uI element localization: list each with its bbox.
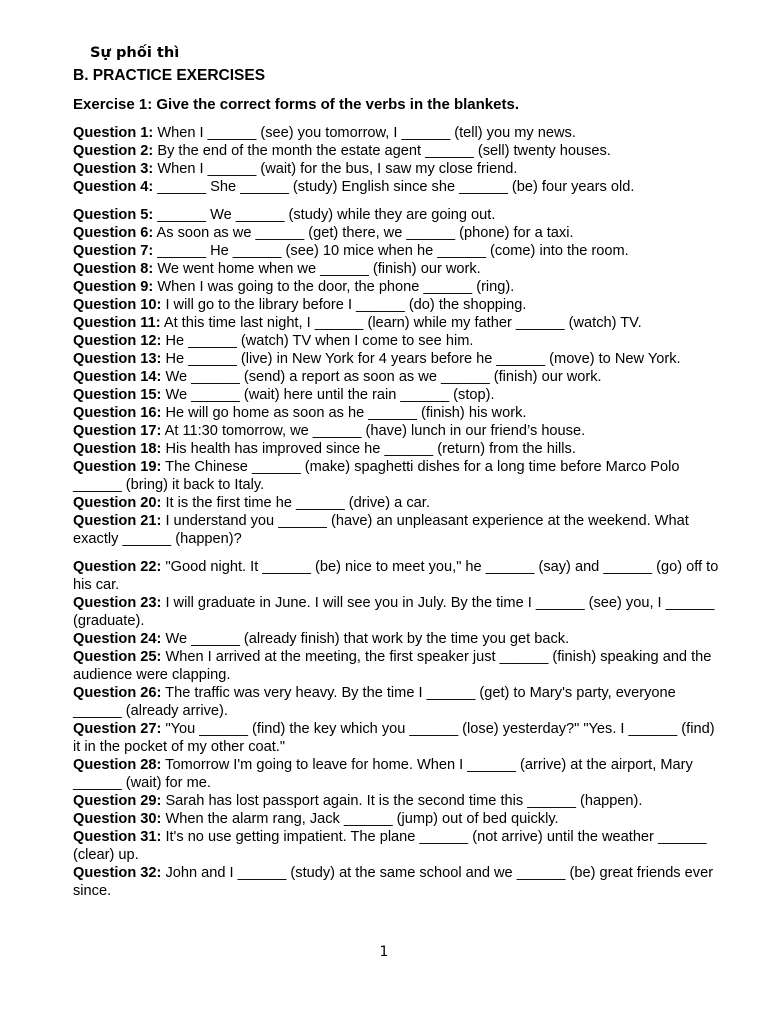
- question-item: [73, 684, 723, 720]
- question-label: Question 16:: [73, 405, 162, 421]
- question-item: [73, 178, 723, 196]
- question-text: As soon as we ______ (get) there, we ______ (phone) for a taxi.: [153, 225, 574, 241]
- question-label: Question 9:: [73, 279, 154, 295]
- question-text: When I ______ (wait) for the bus, I saw my close friend.: [153, 161, 518, 177]
- question-label: Question 6:: [73, 225, 154, 241]
- question-label: Question 17:: [73, 423, 162, 439]
- question-text: When the alarm rang, Jack ______ (jump) out of bed quickly.: [161, 811, 559, 827]
- question-item: [73, 440, 723, 458]
- question-text: "Good night. It ______ (be) nice to meet you," he ______ (say) and ______ (go) off to his car.: [73, 559, 719, 593]
- question-label: Question 14:: [73, 369, 162, 385]
- question-item: [73, 224, 723, 242]
- question-text: I will go to the library before I ______ (do) the shopping.: [161, 297, 527, 313]
- question-text: We ______ (already finish) that work by the time you get back.: [161, 631, 570, 647]
- question-label: Question 15:: [73, 387, 162, 403]
- question-label: Question 3:: [73, 161, 154, 177]
- question-item: [73, 792, 723, 810]
- question-item: [73, 142, 723, 160]
- question-item: [73, 828, 723, 864]
- question-item: [73, 594, 723, 630]
- page-number: 1: [379, 944, 389, 960]
- question-label: Question 31:: [73, 829, 162, 845]
- question-text: He ______ (watch) TV when I come to see him.: [161, 333, 474, 349]
- question-text: ______ She ______ (study) English since she ______ (be) four years old.: [153, 179, 635, 195]
- question-label: Question 27:: [73, 721, 162, 737]
- question-item: [73, 422, 723, 440]
- question-text: We went home when we ______ (finish) our work.: [153, 261, 481, 277]
- question-item: [73, 648, 723, 684]
- question-label: Question 11:: [73, 315, 161, 331]
- question-label: Question 18:: [73, 441, 162, 457]
- question-label: Question 24:: [73, 631, 162, 647]
- question-text: We ______ (wait) here until the rain ______ (stop).: [161, 387, 495, 403]
- question-item: [73, 332, 723, 350]
- question-text: Tomorrow I'm going to leave for home. When I ______ (arrive) at the airport, Mary ______ (wait) for me.: [73, 757, 693, 791]
- question-item: [73, 314, 723, 332]
- paragraph-gap: [73, 196, 723, 206]
- question-text: I will graduate in June. I will see you in July. By the time I ______ (see) you, I ______ (graduate).: [73, 595, 715, 629]
- question-label: Question 19:: [73, 459, 162, 475]
- question-text: The Chinese ______ (make) spaghetti dishes for a long time before Marco Polo ______ (bring) it back to Italy.: [73, 459, 680, 493]
- question-label: Question 28:: [73, 757, 162, 773]
- question-label: Question 25:: [73, 649, 162, 665]
- question-label: Question 2:: [73, 143, 154, 159]
- question-label: Question 8:: [73, 261, 154, 277]
- question-item: [73, 206, 723, 224]
- question-item: [73, 242, 723, 260]
- question-item: [73, 630, 723, 648]
- question-text: ______ He ______ (see) 10 mice when he ______ (come) into the room.: [153, 243, 629, 259]
- question-text: I understand you ______ (have) an unpleasant experience at the weekend. What exactly ______ (happen)?: [73, 513, 689, 547]
- question-item: [73, 458, 723, 494]
- question-item: [73, 160, 723, 178]
- question-label: Question 26:: [73, 685, 162, 701]
- exercise-instruction: Exercise 1: Give the correct forms of the verbs in the blankets.: [73, 96, 519, 113]
- question-text: At this time last night, I ______ (learn) while my father ______ (watch) TV.: [160, 315, 642, 331]
- question-text: By the end of the month the estate agent ______ (sell) twenty houses.: [153, 143, 611, 159]
- question-text: It is the first time he ______ (drive) a car.: [161, 495, 430, 511]
- question-text: At 11:30 tomorrow, we ______ (have) lunch in our friend’s house.: [161, 423, 586, 439]
- document-title: Sự phối thì: [90, 44, 180, 61]
- question-item: [73, 278, 723, 296]
- question-item: [73, 260, 723, 278]
- question-label: Question 5:: [73, 207, 154, 223]
- question-item: [73, 296, 723, 314]
- question-label: Question 20:: [73, 495, 162, 511]
- question-text: John and I ______ (study) at the same school and we ______ (be) great friends ever since.: [73, 865, 714, 899]
- question-item: [73, 720, 723, 756]
- question-label: Question 29:: [73, 793, 162, 809]
- question-text: He will go home as soon as he ______ (finish) his work.: [161, 405, 527, 421]
- question-label: Question 30:: [73, 811, 162, 827]
- question-item: [73, 404, 723, 422]
- question-item: [73, 494, 723, 512]
- paragraph-gap: [73, 548, 723, 558]
- question-label: Question 21:: [73, 513, 162, 529]
- question-label: Question 32:: [73, 865, 162, 881]
- question-text: When I ______ (see) you tomorrow, I ______ (tell) you my news.: [153, 125, 576, 141]
- question-list: [73, 124, 723, 900]
- question-item: [73, 350, 723, 368]
- question-label: Question 23:: [73, 595, 162, 611]
- question-item: [73, 810, 723, 828]
- question-text: When I was going to the door, the phone ______ (ring).: [153, 279, 515, 295]
- question-text: When I arrived at the meeting, the first speaker just ______ (finish) speaking and the audience were clapping.: [73, 649, 712, 683]
- question-item: [73, 558, 723, 594]
- question-item: [73, 368, 723, 386]
- question-text: "You ______ (find) the key which you ______ (lose) yesterday?" "Yes. I ______ (find) it in the pocket of my other coat.": [73, 721, 715, 755]
- question-text: The traffic was very heavy. By the time I ______ (get) to Mary's party, everyone ______ (already arrive).: [73, 685, 676, 719]
- question-item: [73, 124, 723, 142]
- question-text: He ______ (live) in New York for 4 years before he ______ (move) to New York.: [161, 351, 681, 367]
- question-text: Sarah has lost passport again. It is the second time this ______ (happen).: [161, 793, 643, 809]
- question-text: His health has improved since he ______ (return) from the hills.: [161, 441, 576, 457]
- question-label: Question 7:: [73, 243, 154, 259]
- section-heading: B. PRACTICE EXERCISES: [73, 67, 266, 84]
- question-item: [73, 386, 723, 404]
- question-label: Question 1:: [73, 125, 154, 141]
- question-label: Question 22:: [73, 559, 162, 575]
- question-item: [73, 756, 723, 792]
- question-label: Question 4:: [73, 179, 154, 195]
- question-label: Question 12:: [73, 333, 162, 349]
- question-label: Question 13:: [73, 351, 162, 367]
- question-item: [73, 512, 723, 548]
- question-label: Question 10:: [73, 297, 162, 313]
- question-item: [73, 864, 723, 900]
- question-text: ______ We ______ (study) while they are going out.: [153, 207, 496, 223]
- question-text: It's no use getting impatient. The plane ______ (not arrive) until the weather ______ (clear) up.: [73, 829, 707, 863]
- question-text: We ______ (send) a report as soon as we ______ (finish) our work.: [161, 369, 602, 385]
